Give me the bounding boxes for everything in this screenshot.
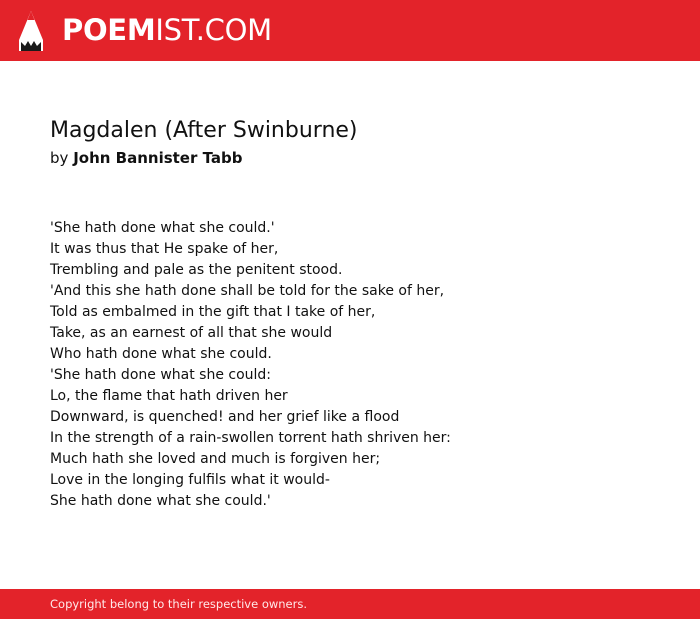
poem-line: Lo, the flame that hath driven her: [50, 388, 288, 404]
author-name: John Bannister Tabb: [73, 149, 243, 167]
byline: [50, 146, 650, 170]
poem-line: It was thus that He spake of her,: [50, 241, 279, 257]
site-logo[interactable]: [62, 12, 272, 48]
poem-body: [50, 218, 670, 512]
poem-title: Magdalen (After Swinburne): [50, 118, 358, 143]
poem-line: 'And this she hath done shall be told for the sake of her,: [50, 283, 445, 299]
poem-line: Much hath she loved and much is forgiven her;: [50, 451, 381, 467]
copyright-text: Copyright belong to their respective owners.: [50, 597, 308, 611]
logo-light-text: IST.COM: [155, 13, 272, 47]
poem-line: Love in the longing fulfils what it would-: [50, 472, 330, 488]
poem-line: She hath done what she could.': [50, 493, 271, 509]
poem-line: Trembling and pale as the penitent stood.: [50, 262, 343, 278]
logo-bold-text: POEM: [62, 13, 156, 47]
byline-prefix: by: [50, 149, 69, 167]
poem-line: Downward, is quenched! and her grief like a flood: [50, 409, 400, 425]
poem-line: Who hath done what she could.: [50, 346, 272, 362]
poem-line: Take, as an earnest of all that she would: [50, 325, 333, 341]
poem-line: Told as embalmed in the gift that I take of her,: [50, 304, 376, 320]
poem-header: [50, 116, 650, 170]
poem-line: 'She hath done what she could:: [50, 367, 272, 383]
poem-line: In the strength of a rain-swollen torrent hath shriven her:: [50, 430, 451, 446]
pencil-tip-icon[interactable]: [18, 10, 44, 52]
site-footer: [0, 589, 700, 619]
site-header: [0, 0, 700, 61]
poem-line: 'She hath done what she could.': [50, 220, 275, 236]
